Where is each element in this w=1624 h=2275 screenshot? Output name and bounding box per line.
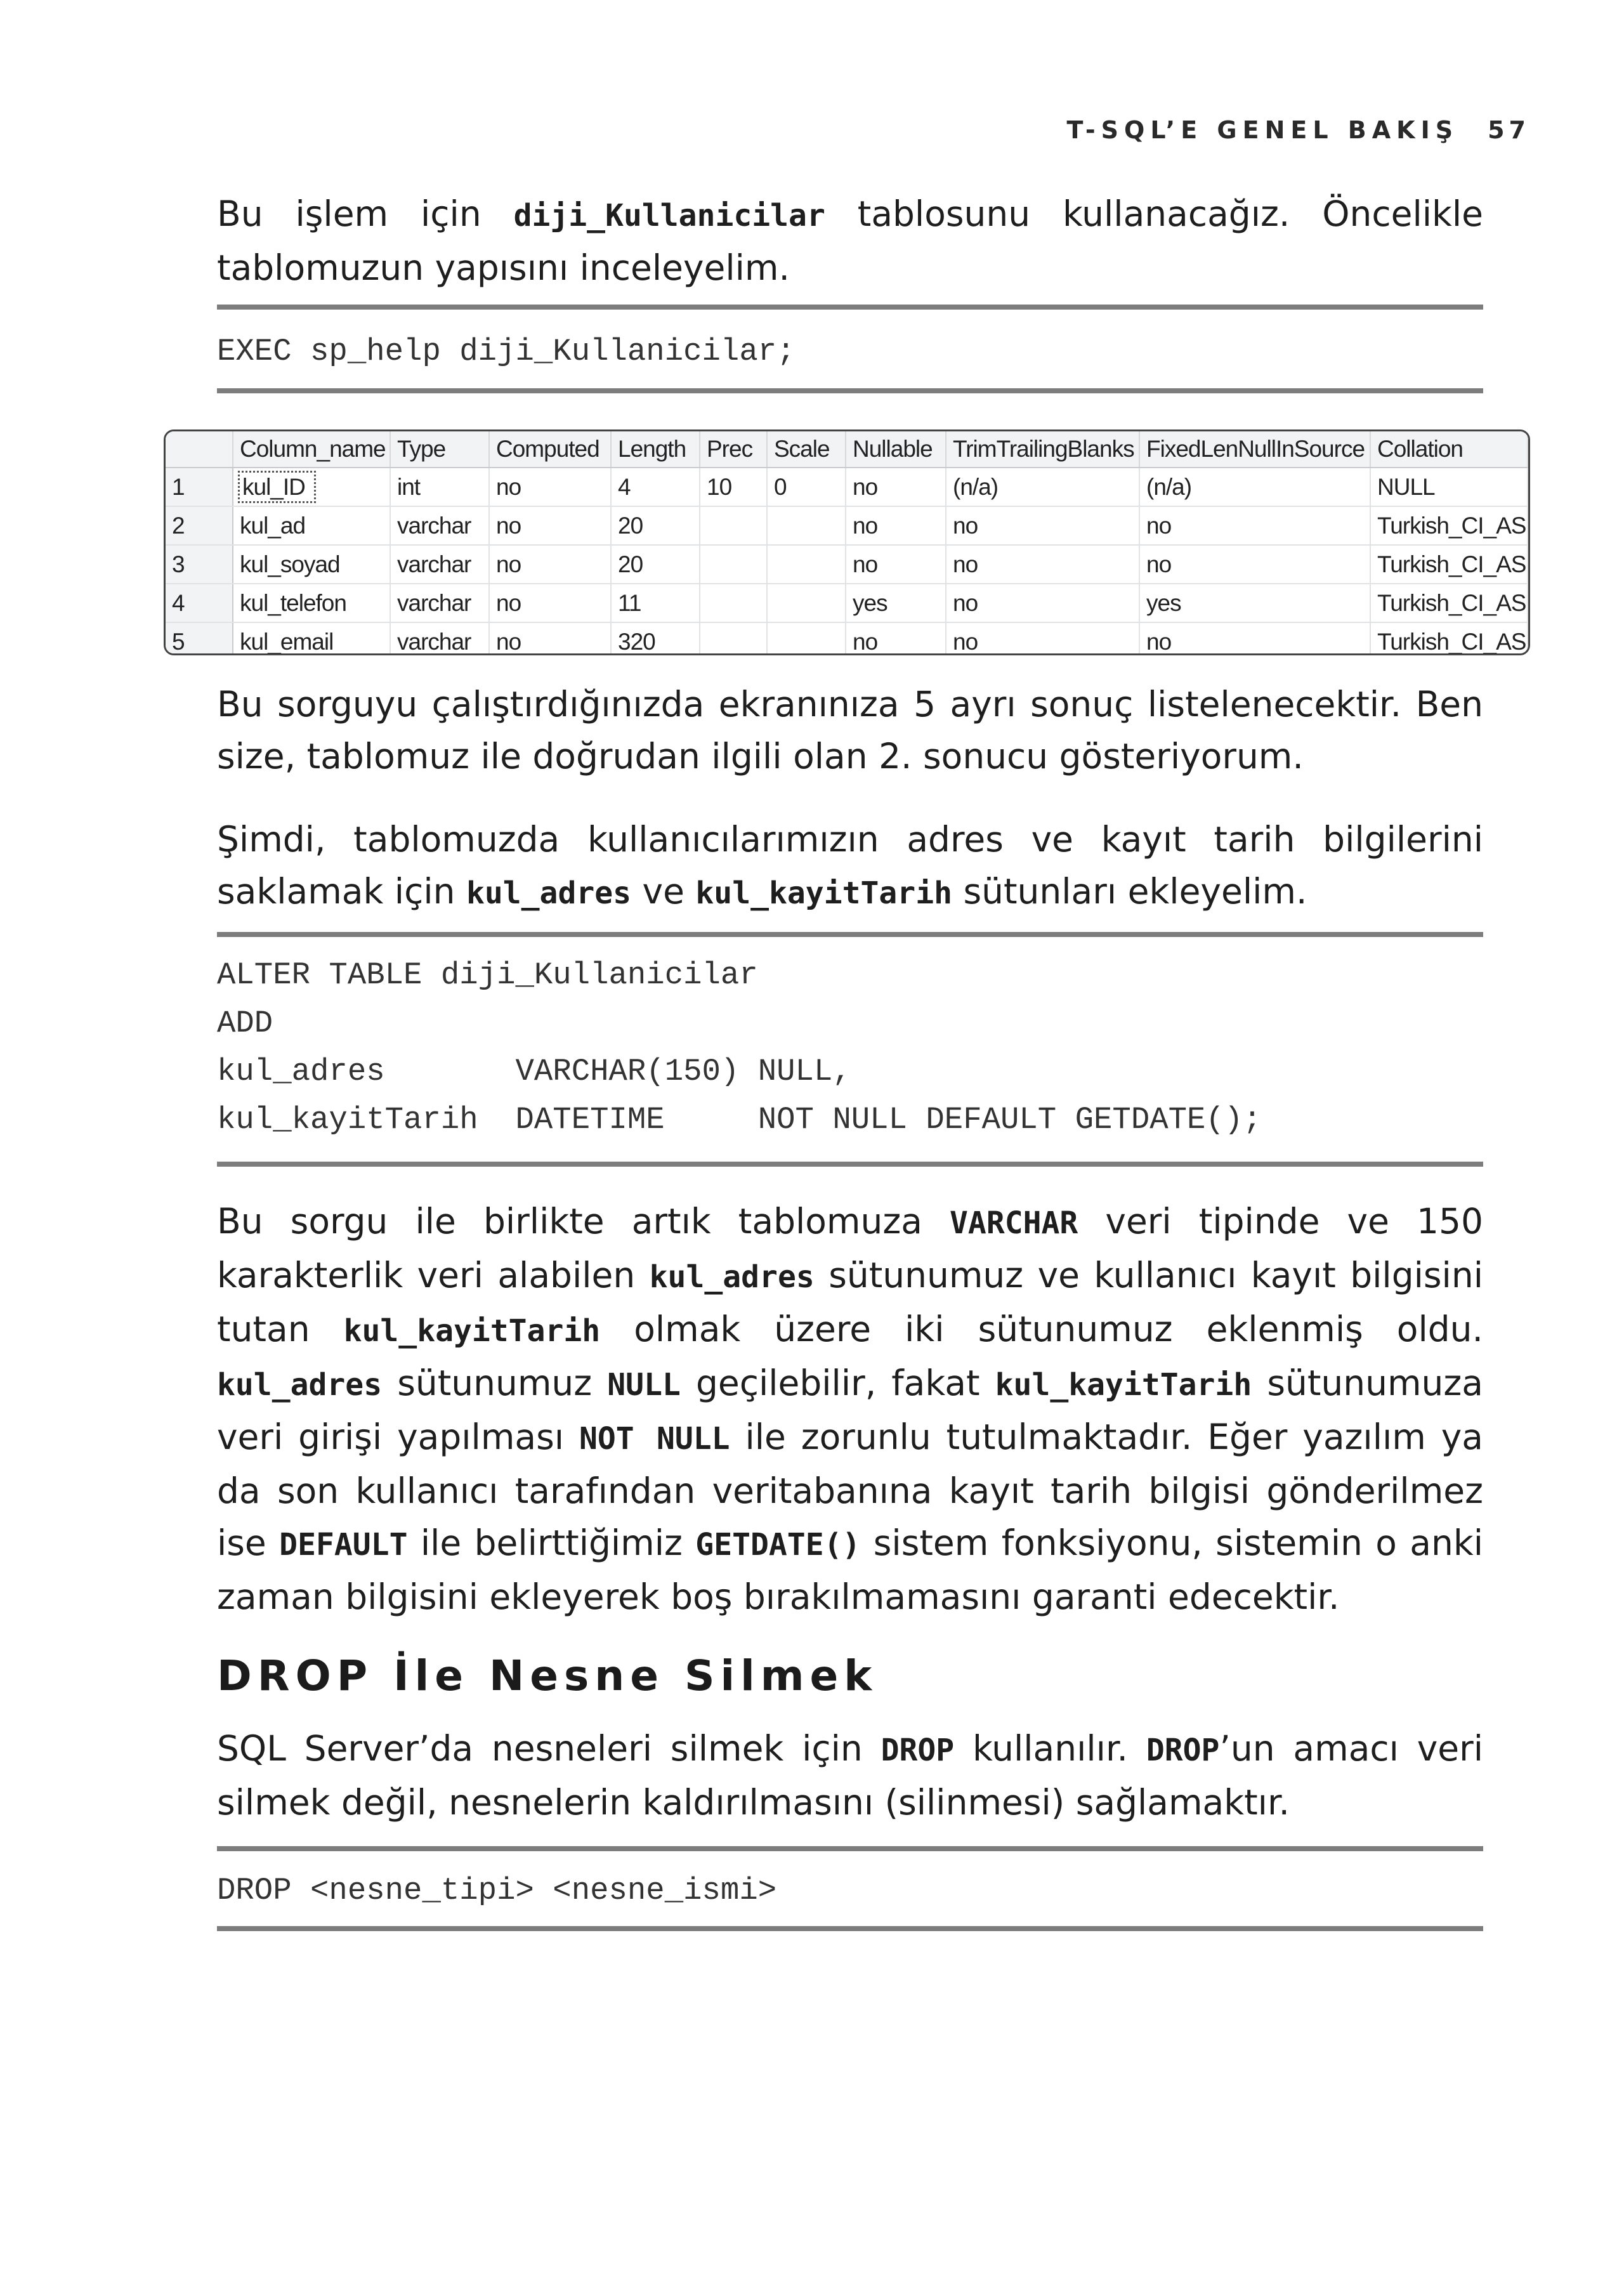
paragraph-intro	[217, 188, 1483, 294]
grid-cell[interactable]	[767, 545, 846, 584]
code-block-sp-help	[217, 305, 1483, 393]
grid-cell[interactable]	[700, 545, 767, 584]
inline-code: NULL	[607, 1367, 681, 1403]
grid-column-header[interactable]: FixedLenNullInSource	[1139, 431, 1370, 468]
grid-cell[interactable]: 0	[767, 468, 846, 506]
paragraph-drop	[217, 1722, 1483, 1828]
grid-cell[interactable]: kul_telefon	[233, 584, 390, 622]
grid-cell[interactable]: no	[846, 506, 946, 545]
grid-cell[interactable]: 20	[611, 506, 700, 545]
code-block-drop	[217, 1846, 1483, 1931]
grid-cell[interactable]: varchar	[390, 545, 489, 584]
grid-cell[interactable]: NULL	[1370, 468, 1528, 506]
inline-code: diji_Kullanicilar	[513, 198, 825, 233]
grid-cell[interactable]: 20	[611, 545, 700, 584]
code-line: EXEC sp_help diji_Kullanicilar;	[217, 334, 796, 369]
grid-cell[interactable]	[700, 622, 767, 655]
paragraph-results	[217, 678, 1483, 782]
results-table	[166, 431, 1528, 655]
grid-row[interactable]	[166, 584, 1528, 622]
row-number-cell[interactable]: 4	[166, 584, 233, 622]
text-run: SQL Server’da nesneleri silmek için	[217, 1728, 881, 1769]
text-run: tablosunu kullanacağız. Öncelikle tablomuzun yapısını inceleyelim.	[217, 193, 1483, 288]
paragraph-text: Bu sorguyu çalıştırdığınızda ekranınıza 5 ayrı sonuç listelenecektir. Ben size, tablomuz ile doğrudan ilgili olan 2. sonucu gösteriyorum.	[217, 684, 1483, 777]
grid-cell[interactable]	[700, 506, 767, 545]
selected-cell-value: kul_ID	[240, 473, 314, 501]
grid-cell[interactable]: varchar	[390, 584, 489, 622]
code-line: kul_adres VARCHAR(150) NULL,	[217, 1054, 851, 1089]
grid-cell[interactable]: no	[489, 584, 611, 622]
grid-cell[interactable]: Turkish_CI_AS	[1370, 506, 1528, 545]
grid-column-header[interactable]: Type	[390, 431, 489, 468]
text-run: Bu işlem için	[217, 193, 514, 234]
page-number: 57	[1488, 116, 1530, 144]
paragraph-explanation	[217, 1195, 1483, 1623]
text-run: ve	[631, 871, 696, 912]
running-title: T-SQL’E GENEL BAKIŞ	[1066, 116, 1459, 144]
grid-cell[interactable]: no	[1139, 545, 1370, 584]
text-run: sütunları ekleyelim.	[952, 871, 1307, 912]
grid-column-header[interactable]: Computed	[489, 431, 611, 468]
grid-cell[interactable]: Turkish_CI_AS	[1370, 584, 1528, 622]
grid-cell[interactable]: no	[846, 468, 946, 506]
inline-code: GETDATE()	[695, 1527, 861, 1563]
code-block-alter-table	[217, 932, 1483, 1167]
code-line: ALTER TABLE diji_Kullanicilar	[217, 957, 758, 993]
grid-cell[interactable]: yes	[846, 584, 946, 622]
grid-cell[interactable]: 4	[611, 468, 700, 506]
grid-cell[interactable]: kul_ad	[233, 506, 390, 545]
text-run: ile belirttiğimiz	[407, 1523, 696, 1563]
text-run: sistem fonksiyonu, sistemin o anki zaman bilgisini ekleyerek boş bırakılmamasını garanti edecektir.	[217, 1523, 1484, 1617]
grid-cell[interactable]: varchar	[390, 622, 489, 655]
row-number-cell[interactable]: 5	[166, 622, 233, 655]
code-line: kul_kayitTarih DATETIME NOT NULL DEFAULT GETDATE();	[217, 1102, 1262, 1138]
grid-cell[interactable]: no	[489, 468, 611, 506]
grid-cell[interactable]: kul_email	[233, 622, 390, 655]
grid-column-header[interactable]: TrimTrailingBlanks	[946, 431, 1139, 468]
grid-cell[interactable]: no	[489, 622, 611, 655]
running-header	[1067, 116, 1530, 144]
inline-code: DROP	[1146, 1733, 1220, 1768]
text-run: Şimdi, tablomuzda kullanıcılarımızın adres ve kayıt tarih bilgilerini saklamak için	[217, 819, 1483, 912]
grid-cell[interactable]: 11	[611, 584, 700, 622]
grid-cell[interactable]: no	[946, 506, 1139, 545]
text-run: kullanılır.	[954, 1728, 1146, 1769]
inline-code: NOT NULL	[579, 1421, 730, 1457]
grid-cell[interactable]	[767, 622, 846, 655]
grid-cell[interactable]	[767, 506, 846, 545]
grid-cell[interactable]: yes	[1139, 584, 1370, 622]
grid-cell[interactable]: kul_soyad	[233, 545, 390, 584]
text-run: olmak üzere iki sütunumuz eklenmiş oldu.	[600, 1309, 1483, 1349]
grid-cell[interactable]: no	[946, 584, 1139, 622]
inline-code: VARCHAR	[950, 1205, 1078, 1241]
grid-cell[interactable]: varchar	[390, 506, 489, 545]
code-line: ADD	[217, 1006, 273, 1041]
row-number-cell[interactable]: 1	[166, 468, 233, 506]
text-run: sütunumuz	[382, 1363, 608, 1403]
grid-header-row	[166, 431, 1528, 468]
inline-code: DROP	[881, 1733, 955, 1768]
grid-cell[interactable]: Turkish_CI_AS	[1370, 545, 1528, 584]
grid-row[interactable]	[166, 545, 1528, 584]
grid-cell[interactable]: no	[946, 622, 1139, 655]
grid-column-header[interactable]: Column_name	[233, 431, 390, 468]
text-run: sütunumuz ve kullanıcı kayıt bilgisini tutan	[217, 1255, 1483, 1349]
grid-cell[interactable]: no	[1139, 506, 1370, 545]
paragraph-add-columns	[217, 813, 1483, 919]
inline-code: kul_adres	[217, 1367, 383, 1403]
text-run: sütunumuza veri girişi yapılması	[217, 1363, 1483, 1457]
row-number-cell[interactable]: 2	[166, 506, 233, 545]
grid-column-header[interactable]: Prec	[700, 431, 767, 468]
text-run: ile zorunlu tutulmaktadır. Eğer yazılım ya da son kullanıcı tarafından veritabanına kayıt tarih bilgisi gönderilmez ise	[217, 1417, 1483, 1563]
grid-cell[interactable]: Turkish_CI_AS	[1370, 622, 1528, 655]
grid-column-header[interactable]: Scale	[767, 431, 846, 468]
grid-body	[166, 468, 1528, 655]
grid-cell[interactable]	[767, 584, 846, 622]
grid-row[interactable]	[166, 468, 1528, 506]
grid-cell[interactable]: int	[390, 468, 489, 506]
inline-code: kul_kayitTarih	[343, 1313, 601, 1349]
grid-cell[interactable]: (n/a)	[1139, 468, 1370, 506]
results-grid	[164, 429, 1530, 655]
grid-column-header[interactable]: Collation	[1370, 431, 1528, 468]
row-number-cell[interactable]: 3	[166, 545, 233, 584]
grid-cell[interactable]: no	[489, 506, 611, 545]
grid-column-header[interactable]: Nullable	[846, 431, 946, 468]
inline-code: DEFAULT	[279, 1527, 408, 1563]
code-line: DROP <nesne_tipi> <nesne_ismi>	[217, 1873, 777, 1908]
inline-code: kul_adres	[466, 875, 632, 911]
grid-row[interactable]	[166, 622, 1528, 655]
inline-code: kul_kayitTarih	[995, 1367, 1252, 1403]
text-run: geçilebilir, fakat	[680, 1363, 995, 1403]
text-run: ’un amacı veri silmek değil, nesnelerin kaldırılmasını (silinmesi) sağlamaktır.	[217, 1728, 1484, 1823]
grid-cell[interactable]: (n/a)	[946, 468, 1139, 506]
grid-cell[interactable]	[700, 584, 767, 622]
grid-cell[interactable]: no	[846, 545, 946, 584]
grid-corner-cell[interactable]	[166, 431, 233, 468]
grid-column-header[interactable]: Length	[611, 431, 700, 468]
section-heading: DROP İle Nesne Silmek	[217, 1651, 878, 1700]
grid-cell[interactable]: 10	[700, 468, 767, 506]
grid-cell[interactable]: no	[1139, 622, 1370, 655]
grid-cell[interactable]: 320	[611, 622, 700, 655]
text-run: Bu sorgu ile birlikte artık tablomuza	[217, 1201, 950, 1242]
grid-cell[interactable]: no	[846, 622, 946, 655]
grid-cell[interactable]: no	[946, 545, 1139, 584]
text-run: veri tipinde ve 150 karakterlik veri alabilen	[217, 1201, 1483, 1295]
inline-code: kul_kayitTarih	[695, 875, 952, 911]
grid-row[interactable]	[166, 506, 1528, 545]
inline-code: kul_adres	[649, 1259, 815, 1295]
grid-cell[interactable]: no	[489, 545, 611, 584]
grid-cell[interactable]	[233, 468, 390, 506]
